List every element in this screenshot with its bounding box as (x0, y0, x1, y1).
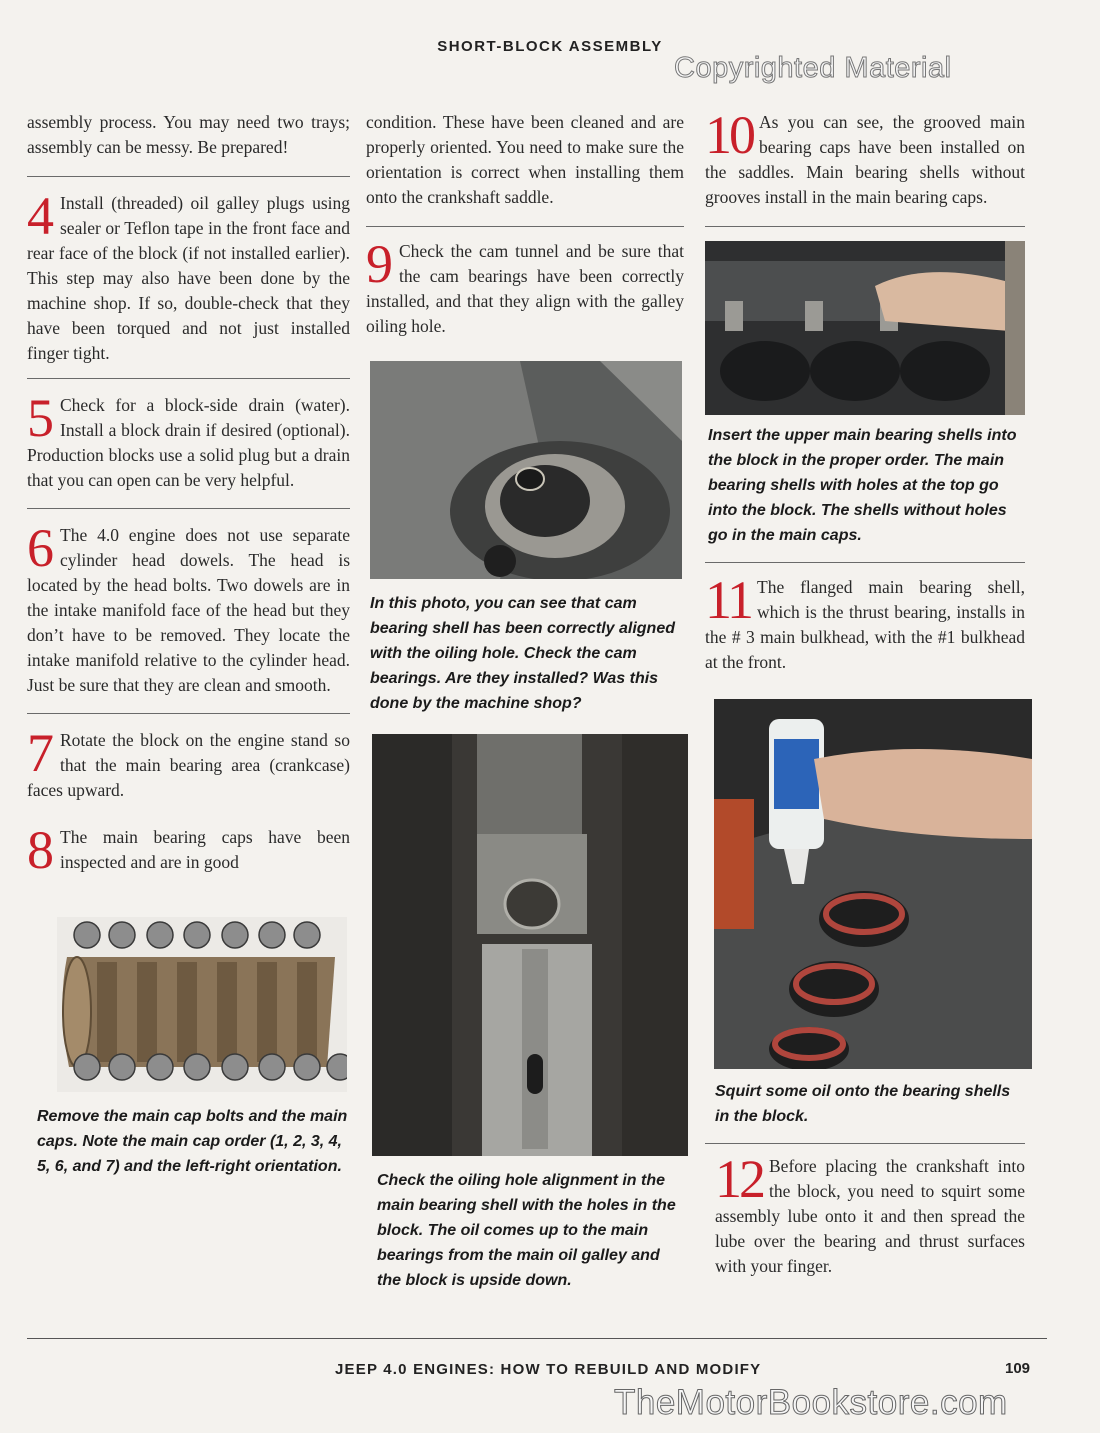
photo-cam-bearing (370, 361, 682, 579)
step-text: The 4.0 engine does not use separate cylinder head dowels. The head is located by the head bolts. Two dowels are in the intake manifold face of the head but they don’t have to be removed. They locate the intake manifold relative to the cylinder head. Just be sure that they are clean and smooth. (27, 525, 350, 695)
step-number: 10 (705, 105, 753, 165)
divider (705, 562, 1025, 563)
step-8 (27, 820, 350, 880)
photo-cam-bearing-caption: In this photo, you can see that cam bearing shell has been correctly aligned with the oiling hole. Check the cam bearings. Are they installed? Was this done by the machine shop? (370, 595, 675, 712)
step-12 (715, 1149, 1025, 1279)
step-number: 11 (705, 570, 751, 630)
copyright-watermark: Copyrighted Material (674, 52, 952, 84)
photo-upper-shells (705, 241, 1025, 415)
step-number: 6 (27, 518, 54, 578)
oil-squirt-illustration (714, 699, 1032, 1069)
step-number: 5 (27, 388, 54, 448)
photo-oil-squirt-caption: Squirt some oil onto the bearing shells in the block. (715, 1083, 1011, 1125)
step-7 (27, 723, 350, 803)
step-6 (27, 518, 350, 698)
photo-main-caps-caption: Remove the main cap bolts and the main caps. Note the main cap order (1, 2, 3, 4, 5, 6, and 7) and the left-right orientation. (37, 1108, 348, 1175)
step-text: The flanged main bearing shell, which is the thrust bearing, installs in the # 3 main bulkhead, with the #1 bulkhead at the front. (705, 577, 1025, 672)
divider (27, 713, 350, 714)
upper-shells-illustration (705, 241, 1025, 415)
column-1 (27, 110, 350, 1179)
step-text: Install (threaded) oil galley plugs using sealer or Teflon tape in the front face and rear face of the block (if not installed earlier). This step may also have been done by the machine shop. If so, double-check that they have been torqued and not just installed finger tight. (27, 193, 350, 363)
photo-main-caps (57, 917, 347, 1092)
main-caps-illustration (57, 917, 347, 1092)
oiling-hole-illustration (372, 734, 688, 1156)
step-number: 7 (27, 723, 54, 783)
step-text: Rotate the block on the engine stand so that the main bearing area (crankcase) faces upward. (27, 730, 350, 800)
cam-bearing-illustration (370, 361, 682, 579)
step-11 (705, 570, 1025, 675)
step-number: 4 (27, 186, 54, 246)
step-text: Check the cam tunnel and be sure that the cam bearings have been correctly installed, and that they align with the galley oiling hole. (366, 241, 684, 336)
photo-oiling-hole-caption: Check the oiling hole alignment in the main bearing shell with the holes in the block. The oil comes up to the main bearings from the main oil galley and the block is upside down. (377, 1172, 676, 1289)
column-3 (705, 105, 1025, 1279)
divider (705, 226, 1025, 227)
continued-paragraph: condition. These have been cleaned and are properly oriented. You need to make sure the orientation is correct when installing them onto the crankshaft saddle. (366, 112, 684, 207)
page-number: 109 (1005, 1360, 1031, 1377)
divider (705, 1143, 1025, 1144)
photo-upper-shells-caption: Insert the upper main bearing shells into the block in the proper order. The main bearing shells with holes at the top go into the block. The shells without holes go in the main caps. (708, 427, 1017, 544)
divider (27, 176, 350, 177)
divider (27, 508, 350, 509)
step-10 (705, 105, 1025, 210)
step-text: Before placing the crankshaft into the block, you need to squirt some assembly lube onto it and then spread the lube over the bearing and thrust surfaces with your finger. (715, 1156, 1025, 1276)
step-text: As you can see, the grooved main bearing caps have been installed on the saddles. Main bearing shells without grooves install in the main bearing caps. (705, 112, 1025, 207)
divider (366, 226, 684, 227)
step-9 (366, 234, 684, 339)
store-watermark: TheMotorBookstore.com (614, 1383, 1008, 1422)
book-title: JEEP 4.0 ENGINES: HOW TO REBUILD AND MODIFY (335, 1361, 762, 1378)
intro-paragraph: assembly process. You may need two trays; assembly can be messy. Be prepared! (27, 112, 350, 157)
step-4 (27, 186, 350, 366)
footer-divider (27, 1338, 1047, 1339)
column-2 (366, 110, 684, 1293)
photo-oiling-hole (372, 734, 688, 1156)
step-5 (27, 388, 350, 493)
running-header: SHORT-BLOCK ASSEMBLY (437, 38, 663, 55)
divider (27, 378, 350, 379)
photo-oil-squirt (714, 699, 1032, 1069)
step-text: The main bearing caps have been inspected and are in good (60, 827, 350, 872)
step-number: 9 (366, 234, 393, 294)
step-number: 8 (27, 820, 54, 880)
step-text: Check for a block-side drain (water). Install a block drain if desired (optional). Production blocks use a solid plug but a drain that you can open can be very helpful. (27, 395, 350, 490)
step-number: 12 (715, 1149, 763, 1209)
